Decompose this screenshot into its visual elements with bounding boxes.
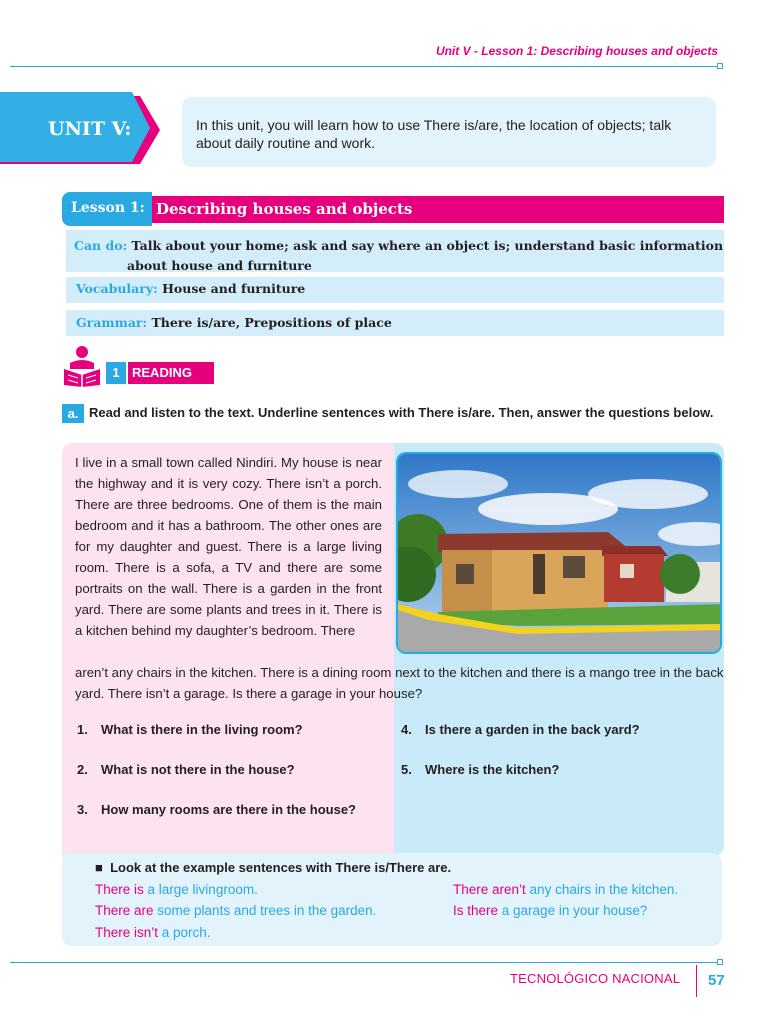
example-left-3: There isn’t a porch. <box>95 925 211 940</box>
question-4 <box>401 722 640 737</box>
example-left-2: There are some plants and trees in the garden. <box>95 903 377 918</box>
question-5 <box>401 762 559 777</box>
grammar-value: There is/are, Prepositions of place <box>151 315 392 330</box>
reading-label: READING <box>128 362 214 384</box>
question-3 <box>77 802 356 817</box>
question-text: Where is the kitchen? <box>425 762 560 777</box>
can-do-line2: about house and furniture <box>127 258 312 273</box>
can-do-line1: Talk about your home; ask and say where an object is; understand basic information <box>131 238 724 253</box>
question-number: 3. <box>77 802 88 817</box>
question-number: 1. <box>77 722 88 737</box>
example-right-1: There aren’t any chairs in the kitchen. <box>453 882 679 897</box>
unit-label: UNIT V: <box>48 118 132 140</box>
question-number: 2. <box>77 762 88 777</box>
example-right-2: Is there a garage in your house? <box>453 903 648 918</box>
footer-publisher: TECNOLÓGICO NACIONAL <box>510 971 681 986</box>
grammar-key: Grammar: <box>76 315 148 330</box>
square-bullet-icon: ■ <box>95 860 103 875</box>
grammar-row <box>66 310 724 336</box>
house-photo <box>396 452 722 654</box>
question-2 <box>77 762 295 777</box>
question-text: What is not there in the house? <box>101 762 295 777</box>
example-left-1: There is a large livingroom. <box>95 882 258 897</box>
reading-person-icon <box>62 345 102 387</box>
can-do-key: Can do: <box>74 238 128 253</box>
vocabulary-key: Vocabulary: <box>76 281 158 296</box>
unit-intro: In this unit, you will learn how to use There is/are, the location of objects; talk about daily routine and work. <box>182 97 716 167</box>
header-lesson-line: Unit V - Lesson 1: Describing houses and objects <box>435 44 718 58</box>
activity-letter: a. <box>62 404 84 423</box>
vocabulary-row <box>66 277 724 303</box>
header-rule <box>10 66 720 67</box>
header-rule-end <box>717 63 723 69</box>
story-text-top: I live in a small town called Nindiri. My house is near the highway and it is very cozy. There isn’t a porch. There are three bedrooms. One of them is the main bedroom and it has a bathroom. The other ones are for my daughter and guest. There is a large living room. There is a sofa, a TV and there are some portraits on the wall. There is a garden in the front yard. There are some plants and trees in it. There is a kitchen behind my daughter’s bedroom. There <box>75 455 382 638</box>
vocabulary-value: House and furniture <box>162 281 306 296</box>
footer-divider <box>696 965 697 997</box>
story-text-bottom: aren’t any chairs in the kitchen. There is a dining room next to the kitchen and there is a mango tree in the back yard. There isn’t a garage. Is there a garage in your house? <box>75 665 724 701</box>
question-text: What is there in the living room? <box>101 722 303 737</box>
footer-rule <box>10 962 720 963</box>
examples-heading: ■ Look at the example sentences with There is/There are. <box>95 860 452 875</box>
page-number: 57 <box>708 972 725 989</box>
question-number: 4. <box>401 722 412 737</box>
lesson-title: Describing houses and objects <box>156 200 413 218</box>
question-text: Is there a garden in the back yard? <box>425 722 640 737</box>
house-illustration <box>398 454 722 654</box>
lesson-tab-label: Lesson 1: <box>71 200 145 216</box>
question-1 <box>77 722 303 737</box>
question-number: 5. <box>401 762 412 777</box>
can-do-row <box>66 230 724 272</box>
activity-instruction: Read and listen to the text. Underline sentences with There is/are. Then, answer the questions below. <box>89 405 714 420</box>
reading-number: 1 <box>106 362 126 384</box>
footer-rule-end <box>717 959 723 965</box>
question-text: How many rooms are there in the house? <box>101 802 356 817</box>
